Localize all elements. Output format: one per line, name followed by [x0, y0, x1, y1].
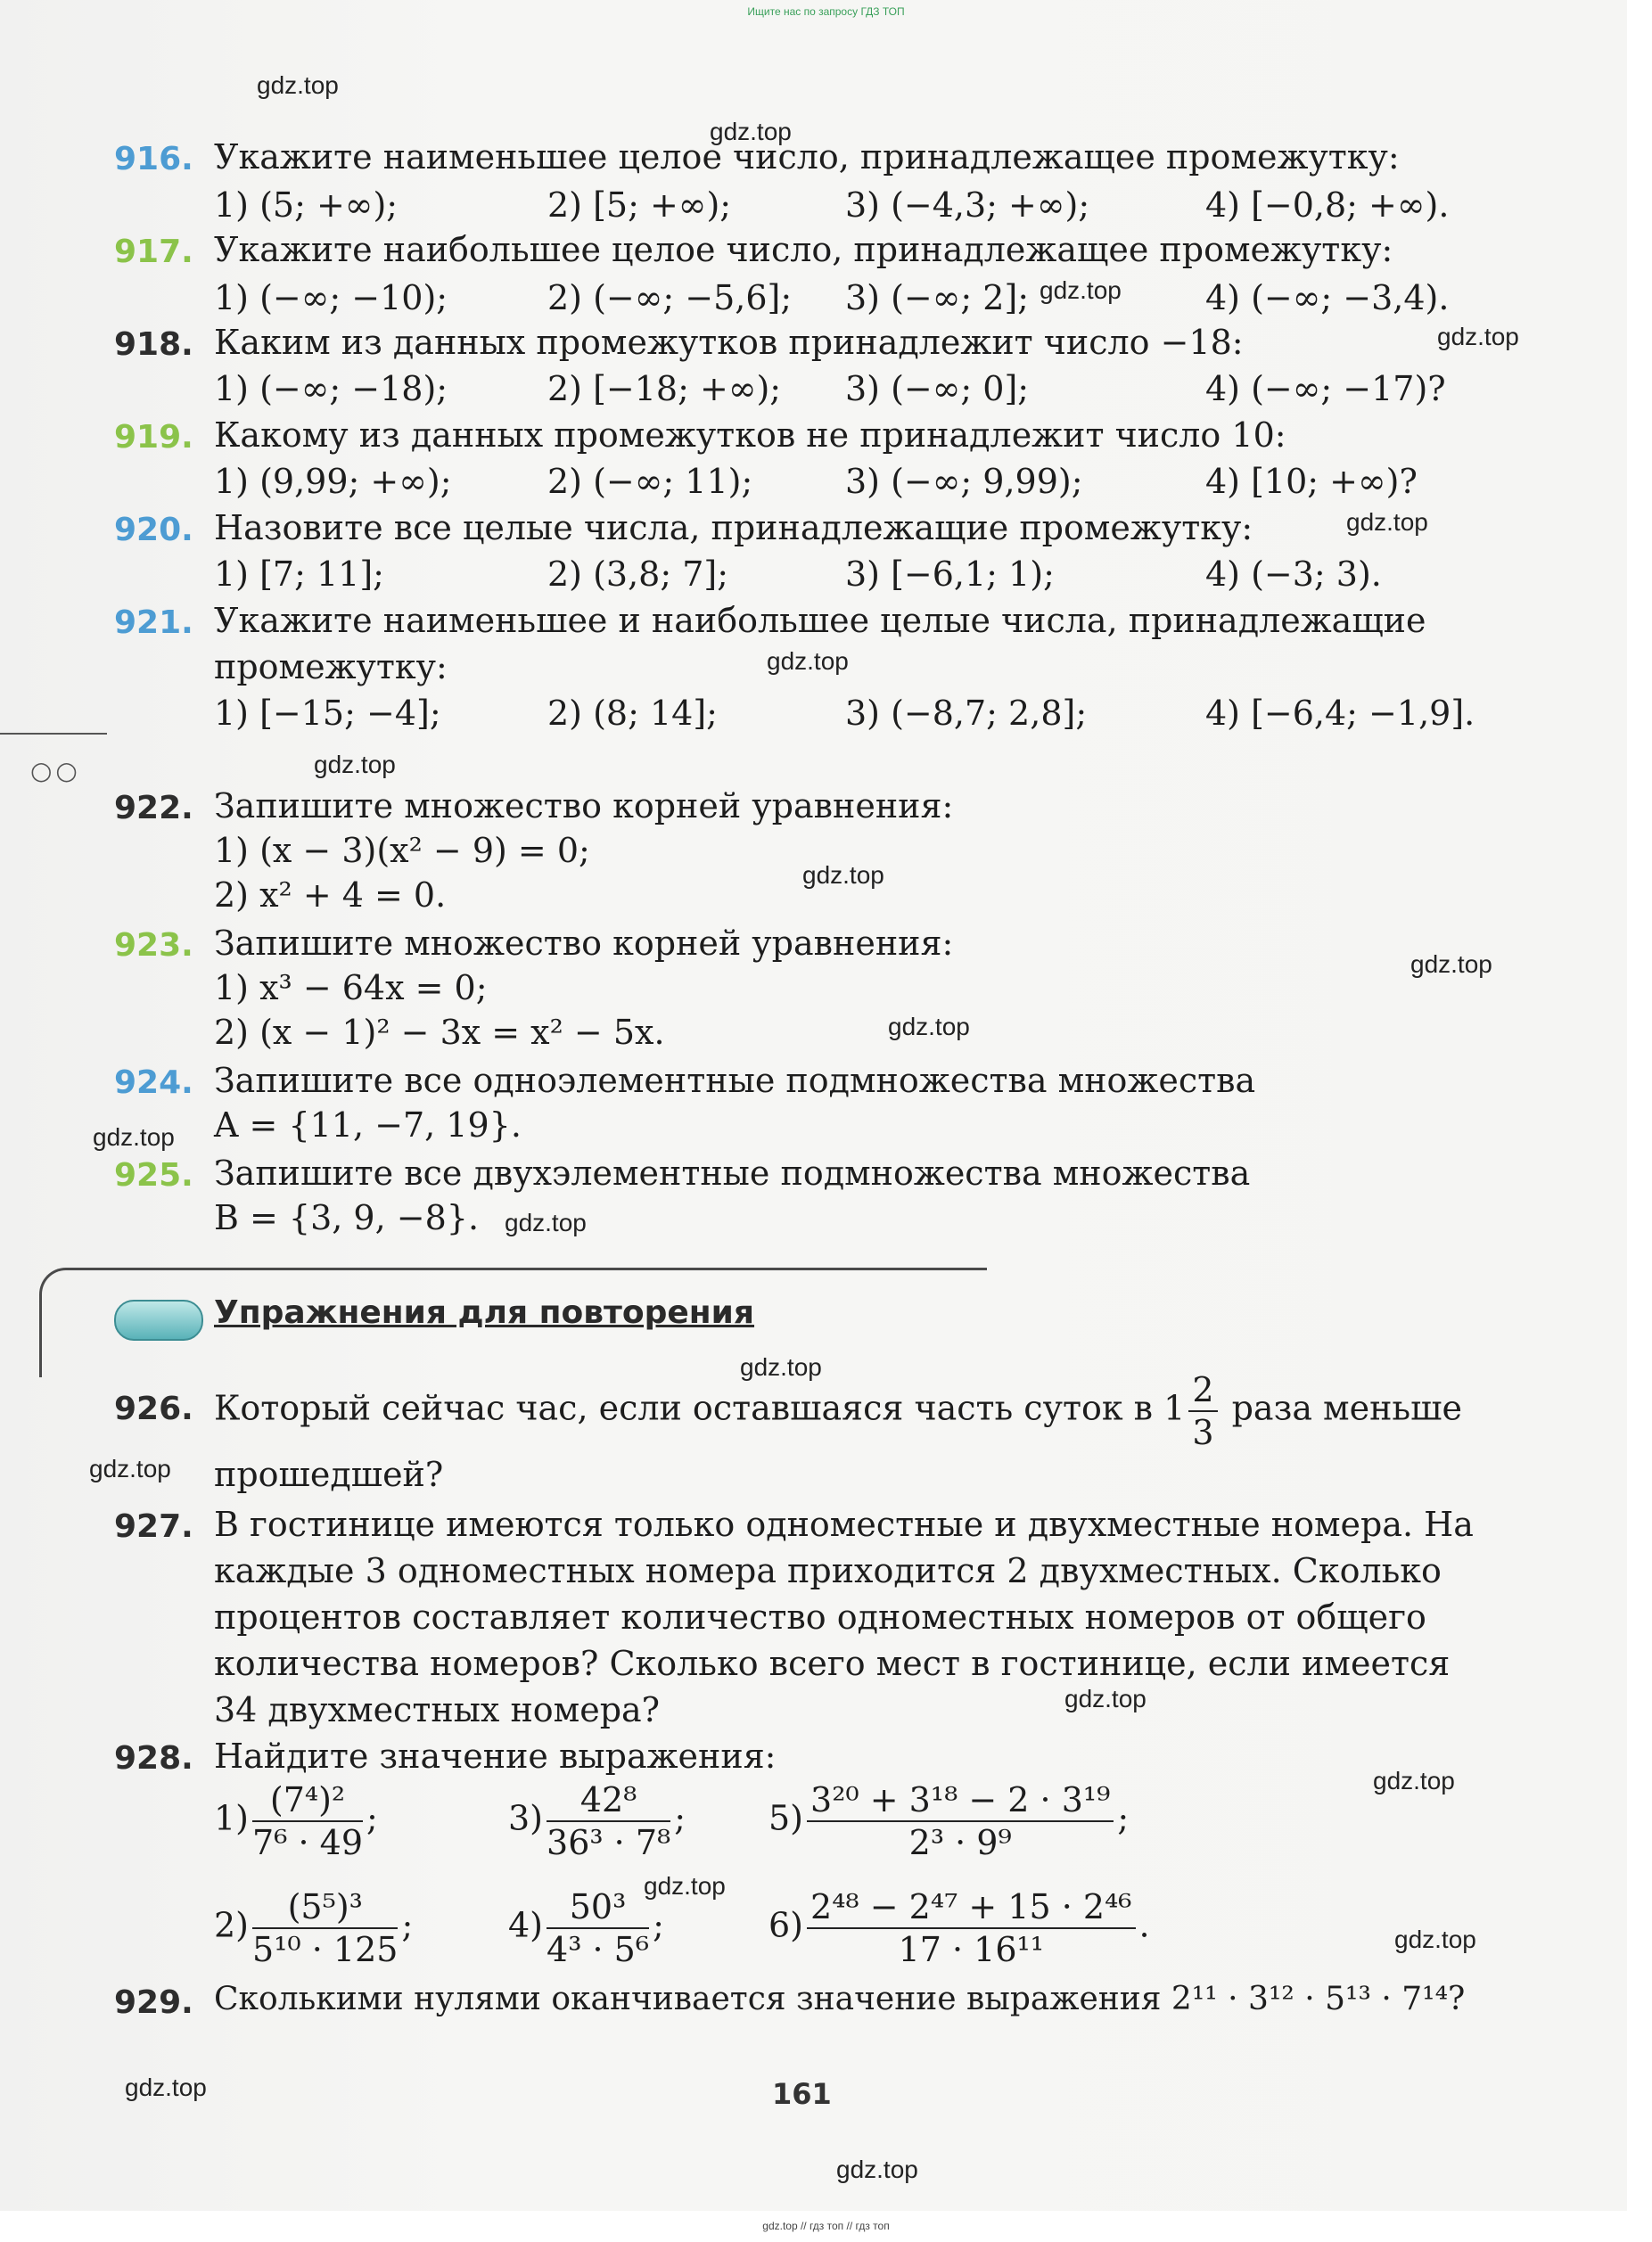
problem-text: Укажите наибольшее целое число, принадлежащее промежутку: [214, 230, 1393, 269]
section-pill-icon [114, 1300, 203, 1341]
watermark: gdz.top [1064, 1685, 1147, 1712]
option: 2) [5; +∞); [547, 185, 732, 225]
option: 2) (3,8; 7]; [547, 554, 729, 594]
expression-2 [214, 1887, 414, 1969]
option: 4) (−∞; −3,4). [1205, 278, 1450, 317]
top-note: Ищите нас по запросу ГДЗ ТОП [747, 5, 905, 18]
expression-label: 5) [768, 1798, 804, 1838]
numerator: 42⁸ [547, 1783, 670, 1822]
denominator: 17 · 16¹¹ [898, 1930, 1044, 1969]
option: 1) [7; 11]; [214, 554, 384, 594]
problem-number: 920. [114, 512, 193, 548]
punct: ; [1117, 1798, 1130, 1838]
problem-text: Укажите наименьшее целое число, принадлежащее промежутку: [214, 137, 1400, 177]
problem-text: Каким из данных промежутков принадлежит число −18: [214, 323, 1244, 362]
watermark: gdz.top [710, 118, 792, 145]
numerator: 50³ [547, 1890, 649, 1929]
option: 4) (−∞; −17)? [1205, 369, 1446, 408]
watermark: gdz.top [836, 2156, 918, 2183]
problem-text: Запишите все одноэлементные подмножества множества [214, 1061, 1256, 1100]
option: 1) (−∞; −18); [214, 369, 448, 408]
problem-text [214, 1370, 1462, 1452]
problem-text: Какому из данных промежутков не принадлежит число 10: [214, 415, 1286, 455]
expression-6 [768, 1887, 1150, 1969]
margin-circles: ○○ [30, 756, 81, 785]
option: 2) [−18; +∞); [547, 369, 782, 408]
problem-text: процентов составляет количество одноместных номеров от общего [214, 1597, 1426, 1637]
watermark: gdz.top [257, 71, 339, 99]
fraction-numerator: 2 [1188, 1373, 1217, 1412]
problem-number: 924. [114, 1064, 193, 1101]
watermark: gdz.top [802, 861, 884, 889]
option: 4) [10; +∞)? [1205, 462, 1418, 501]
fraction [1188, 1370, 1217, 1452]
watermark: gdz.top [644, 1872, 726, 1900]
watermark: gdz.top [1373, 1767, 1455, 1794]
problem-number: 918. [114, 326, 193, 363]
watermark: gdz.top [740, 1353, 822, 1381]
problem-text-a: Который сейчас час, если оставшаяся часть суток в 1 [214, 1388, 1186, 1428]
problem-text: В гостинице имеются только одноместные и двухместные номера. На [214, 1505, 1474, 1544]
expression-label: 6) [768, 1905, 804, 1945]
option: 1) (−∞; −10); [214, 278, 448, 317]
watermark: gdz.top [314, 751, 396, 778]
watermark: gdz.top [1437, 323, 1519, 350]
expression-3 [508, 1780, 686, 1862]
problem-text: Найдите значение выражения: [214, 1737, 777, 1776]
problem-text: прошедшей? [214, 1455, 444, 1494]
problem-text: количества номеров? Сколько всего мест в гостинице, если имеется [214, 1644, 1451, 1683]
denominator: 4³ · 5⁶ [547, 1930, 650, 1969]
watermark: gdz.top [505, 1209, 587, 1236]
problem-number: 919. [114, 419, 193, 456]
equation: 2) (x − 1)² − 3x = x² − 5x. [214, 1013, 665, 1052]
option: 1) [−15; −4]; [214, 694, 441, 733]
expression-1 [214, 1780, 378, 1862]
problem-text: Назовите все целые числа, принадлежащие промежутку: [214, 508, 1253, 547]
equation: 1) x³ − 64x = 0; [214, 968, 488, 1007]
option: 3) [−6,1; 1); [845, 554, 1055, 594]
option: 2) (8; 14]; [547, 694, 718, 733]
denominator: 36³ · 7⁸ [547, 1823, 671, 1862]
punct: ; [366, 1798, 378, 1838]
option: 3) (−∞; 2]; [845, 278, 1030, 317]
page-number: 161 [772, 2077, 832, 2111]
watermark: gdz.top [125, 2074, 207, 2101]
expression-label: 2) [214, 1905, 250, 1945]
expression-4 [508, 1887, 664, 1969]
equation: 2) x² + 4 = 0. [214, 875, 447, 915]
option: 3) (−4,3; +∞); [845, 185, 1090, 225]
watermark: gdz.top [1394, 1926, 1476, 1953]
denominator: 7⁶ · 49 [252, 1823, 364, 1862]
option: 2) (−∞; 11); [547, 462, 753, 501]
fraction-denominator: 3 [1192, 1413, 1214, 1452]
problem-number: 923. [114, 927, 193, 964]
problem-number: 925. [114, 1157, 193, 1194]
problem-number: 927. [114, 1508, 193, 1545]
equation: 1) (x − 3)(x² − 9) = 0; [214, 831, 590, 870]
section-title: Упражнения для повторения [214, 1294, 755, 1331]
punct: ; [401, 1905, 414, 1945]
expression-label: 4) [508, 1905, 544, 1945]
problem-text: Запишите множество корней уравнения: [214, 786, 954, 825]
problem-number: 929. [114, 1984, 193, 2021]
watermark: gdz.top [89, 1455, 171, 1482]
bottom-note: gdz.top // гдз топ // гдз топ [762, 2220, 890, 2232]
expression-label: 3) [508, 1798, 544, 1838]
problem-number: 922. [114, 790, 193, 826]
problem-text: Запишите множество корней уравнения: [214, 924, 954, 963]
numerator: 3²⁰ + 3¹⁸ − 2 · 3¹⁹ [807, 1783, 1114, 1822]
watermark: gdz.top [767, 647, 849, 675]
watermark: gdz.top [1346, 508, 1428, 536]
watermark: gdz.top [1410, 950, 1492, 978]
option: 4) [−6,4; −1,9]. [1205, 694, 1475, 733]
watermark: gdz.top [1040, 276, 1122, 304]
problem-text-b: раза меньше [1231, 1388, 1462, 1428]
option: 1) (5; +∞); [214, 185, 399, 225]
problem-text: Укажите наименьшее и наибольшее целые числа, принадлежащие [214, 601, 1426, 640]
problem-number: 928. [114, 1740, 193, 1777]
option: 3) (−∞; 9,99); [845, 462, 1083, 501]
watermark: gdz.top [93, 1123, 175, 1151]
denominator: 5¹⁰ · 125 [252, 1930, 399, 1969]
expression-label: 1) [214, 1798, 250, 1838]
numerator: (7⁴)² [252, 1783, 363, 1822]
option: 4) (−3; 3). [1205, 554, 1382, 594]
option: 1) (9,99; +∞); [214, 462, 452, 501]
option: 4) [−0,8; +∞). [1205, 185, 1450, 225]
set-expression: A = {11, −7, 19}. [214, 1105, 522, 1145]
punct: . [1138, 1905, 1150, 1945]
problem-number: 917. [114, 234, 193, 270]
punct: ; [653, 1905, 664, 1945]
problem-text: Сколькими нулями оканчивается значение выражения 2¹¹ · 3¹² · 5¹³ · 7¹⁴? [214, 1981, 1466, 2017]
option: 3) (−8,7; 2,8]; [845, 694, 1088, 733]
problem-number: 916. [114, 141, 193, 177]
problem-text: Запишите все двухэлементные подмножества множества [214, 1154, 1251, 1193]
option: 3) (−∞; 0]; [845, 369, 1030, 408]
set-expression: B = {3, 9, −8}. [214, 1198, 480, 1237]
denominator: 2³ · 9⁹ [908, 1823, 1012, 1862]
problem-number: 926. [114, 1391, 193, 1427]
problem-number: 921. [114, 604, 193, 641]
numerator: (5⁵)³ [252, 1890, 398, 1929]
expression-5 [768, 1780, 1130, 1862]
problem-text: 34 двухместных номера? [214, 1690, 661, 1729]
option: 2) (−∞; −5,6]; [547, 278, 793, 317]
numerator: 2⁴⁸ − 2⁴⁷ + 15 · 2⁴⁶ [807, 1890, 1136, 1929]
problem-text: каждые 3 одноместных номера приходится 2 двухместных. Сколько [214, 1551, 1442, 1590]
problem-text: промежутку: [214, 647, 448, 686]
watermark: gdz.top [888, 1013, 970, 1040]
punct: ; [674, 1798, 686, 1838]
